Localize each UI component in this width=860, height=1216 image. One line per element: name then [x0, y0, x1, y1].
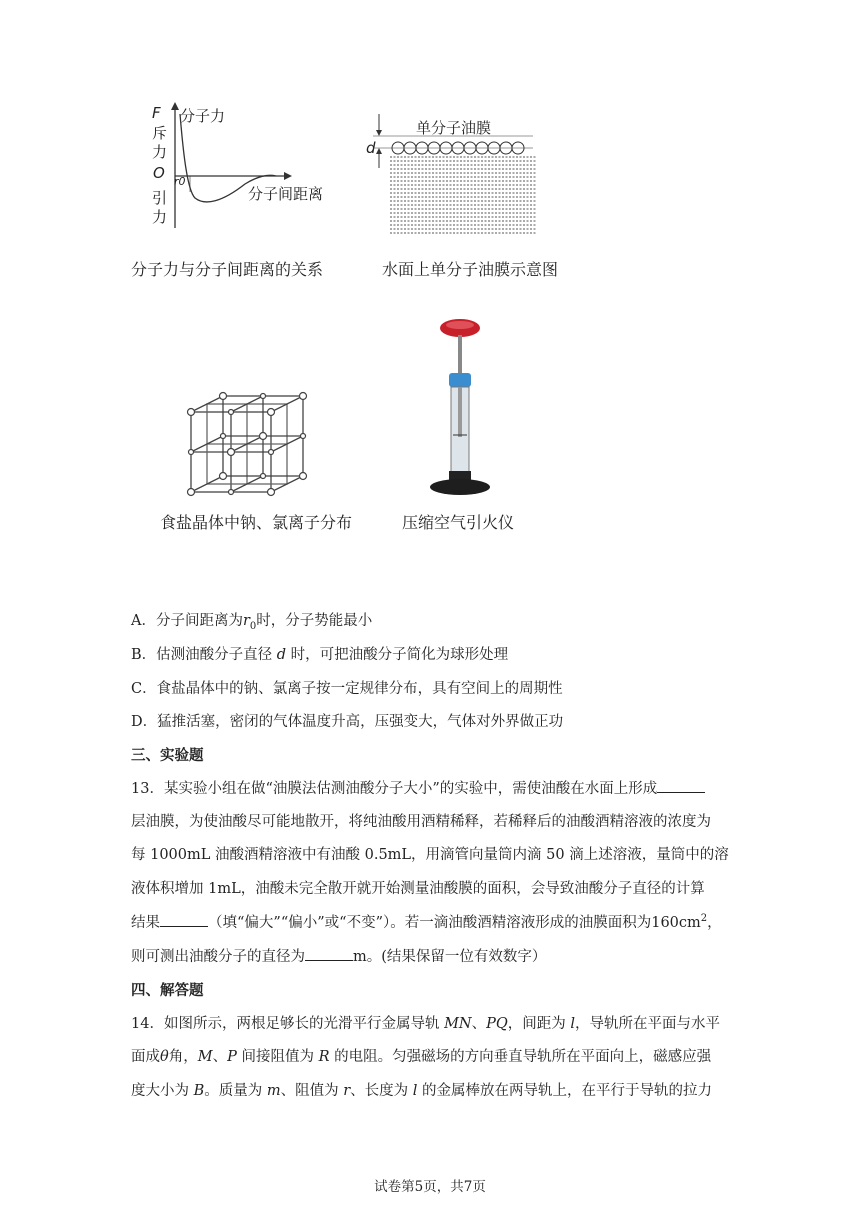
- igniter-base: [430, 479, 490, 495]
- water-hatching: [390, 157, 537, 233]
- q13-blank-2[interactable]: [160, 912, 208, 927]
- q13-line4: 液体积增加 1mL，油酸未完全散开就开始测量油酸膜的面积，会导致油酸分子直径的计算: [131, 881, 705, 897]
- label-attractive: 引力: [152, 189, 168, 226]
- q14-line2: 面成θ角，M、P 间接阻值为 R 的电阻。匀强磁场的方向垂直导轨所在平面向上，磁感应强: [131, 1049, 712, 1065]
- option-c: C．食盐晶体中的钠、氯离子按一定规律分布，具有空间上的周期性: [131, 681, 563, 697]
- option-a: A．分子间距离为$r_0$时，分子势能最小: [131, 613, 373, 632]
- salt-crystal-figure: [185, 390, 310, 505]
- q13-line1: 13．某实验小组在做“油膜法估测油酸分子大小”的实验中，需使油酸在水面上形成: [131, 777, 731, 798]
- q13-blank-1[interactable]: [657, 778, 705, 793]
- option-d: D．猛推活塞，密闭的气体温度升高，压强变大，气体对外界做正功: [131, 714, 564, 730]
- x-axis-arrow: [284, 172, 292, 180]
- q13-line2: 层油膜，为使油酸尽可能地散开，将纯油酸用酒精稀释，若稀释后的油酸酒精溶液的浓度为: [131, 814, 711, 830]
- caption-force-curve: 分子力与分子间距离的关系: [131, 260, 324, 279]
- q14-line3: 度大小为 B。质量为 m、阻值为 r、长度为 l 的金属棒放在两导轨上，在平行于导轨的拉力: [131, 1083, 713, 1099]
- page-footer: 试卷第5页，共7页: [374, 1179, 486, 1195]
- igniter-cap: [449, 373, 471, 387]
- caption-air-igniter: 压缩空气引火仪: [402, 513, 515, 532]
- q14-line1: 14．如图所示，两根足够长的光滑平行金属导轨 MN、PQ，间距为 l，导轨所在平面与水平: [131, 1016, 721, 1032]
- q13-line5: 结果 （填“偏大”“偏小”或“不变”）。若一滴油酸酒精溶液形成的油膜面积为$160cm^2$，: [131, 913, 722, 931]
- option-b: B．估测油酸分子直径 d 时，可把油酸分子简化为球形处理: [131, 647, 509, 663]
- label-oil-film: 单分子油膜: [416, 119, 492, 137]
- label-repulsive: 斥力: [152, 124, 168, 161]
- label-force: 分子力: [180, 107, 226, 125]
- q13-line6: 则可测出油酸分子的直径为 m。(结果保留一位有效数字）: [131, 945, 731, 966]
- label-distance: 分子间距离: [248, 185, 324, 203]
- label-r0: r0: [174, 175, 186, 188]
- label-F: F: [152, 104, 161, 122]
- label-O: O: [153, 164, 165, 182]
- y-axis-arrow: [171, 102, 179, 110]
- q13-line3: 每 1000mL 油酸酒精溶液中有油酸 0.5mL，用滴管向量筒内滴 50 滴上述溶液，量筒中的溶: [131, 847, 729, 863]
- caption-salt-crystal: 食盐晶体中钠、氯离子分布: [160, 513, 353, 532]
- air-igniter-figure: [425, 315, 495, 505]
- igniter-rod: [458, 335, 462, 375]
- section-heading-answer: 四、解答题: [131, 983, 204, 999]
- q13-blank-3[interactable]: [305, 946, 353, 961]
- caption-oil-film: 水面上单分子油膜示意图: [382, 260, 559, 279]
- label-d: d: [366, 139, 376, 157]
- section-heading-experiment: 三、实验题: [131, 748, 204, 764]
